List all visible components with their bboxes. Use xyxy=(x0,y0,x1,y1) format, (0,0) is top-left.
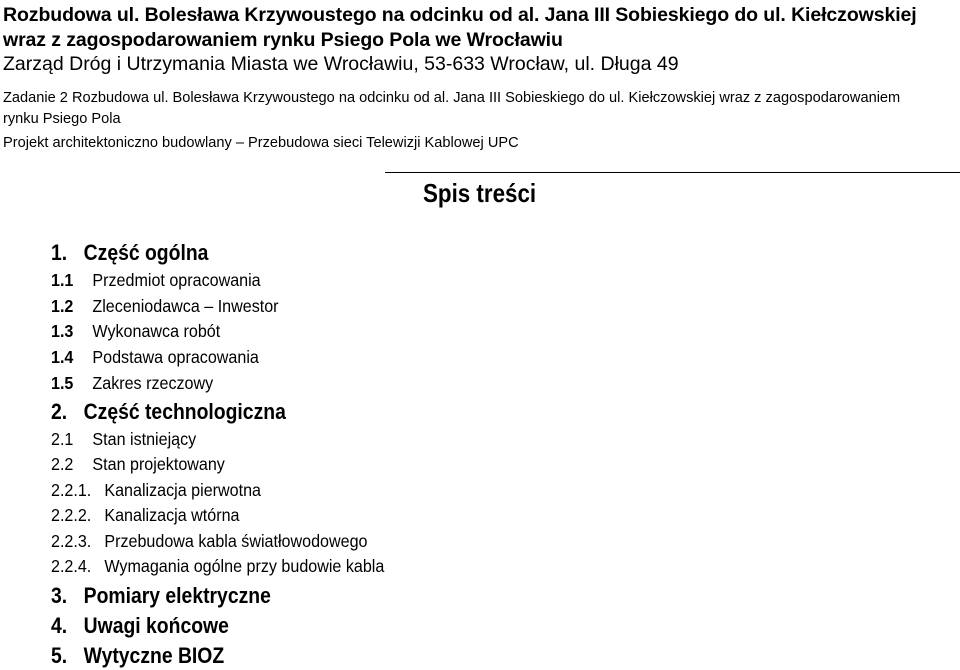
toc-item-label: Kanalizacja pierwotna xyxy=(104,480,261,500)
toc-item-label: Stan istniejący xyxy=(92,429,197,449)
toc-item-label: Wymagania ogólne przy budowie kabla xyxy=(104,556,385,576)
toc-item xyxy=(51,530,367,552)
toc-item-label: Kanalizacja wtórna xyxy=(104,505,240,525)
task-line-1: Zadanie 2 Rozbudowa ul. Bolesława Krzywoustego na odcinku od al. Jana III Sobieskiego do ul. Kiełczowskiej wraz z zagospodarowaniem xyxy=(3,90,901,106)
toc-item xyxy=(51,320,220,342)
toc-item xyxy=(51,612,229,640)
toc-item-label: Uwagi końcowe xyxy=(83,613,229,638)
toc-item xyxy=(51,453,225,475)
toc-item xyxy=(51,269,261,291)
toc-item-number: 2. xyxy=(51,399,68,424)
toc-item xyxy=(51,398,286,426)
toc-title: Spis treści xyxy=(423,178,537,208)
toc-item-label: Zakres rzeczowy xyxy=(92,373,214,393)
header-organization-line: Zarząd Dróg i Utrzymania Miasta we Wrocławiu, 53-633 Wrocław, ul. Długa 49 xyxy=(3,53,679,75)
toc-item-number: 2.2.4. xyxy=(51,556,92,576)
header-divider xyxy=(385,172,960,173)
toc-item-label: Wykonawca robót xyxy=(92,321,221,341)
toc-item-number: 2.2.2. xyxy=(51,505,92,525)
toc-item-label: Część ogólna xyxy=(83,240,209,265)
toc-item-number: 2.2.3. xyxy=(51,531,92,551)
toc-item-label: Podstawa opracowania xyxy=(92,347,259,367)
toc-item-number: 1.3 xyxy=(51,321,74,341)
toc-item-number: 2.1 xyxy=(51,429,74,449)
toc-item-number: 1.5 xyxy=(51,373,74,393)
toc-item-label: Przebudowa kabla światłowodowego xyxy=(104,531,368,551)
toc-item xyxy=(51,642,224,670)
toc-item xyxy=(51,428,196,450)
toc-item xyxy=(51,239,208,267)
toc-item xyxy=(51,346,259,368)
project-line: Projekt architektoniczno budowlany – Przebudowa sieci Telewizji Kablowej UPC xyxy=(3,135,519,151)
header-title-line-1: Rozbudowa ul. Bolesława Krzywoustego na odcinku od al. Jana III Sobieskiego do ul. Kiełczowskiej xyxy=(3,4,917,26)
toc-item-number: 2.2 xyxy=(51,454,74,474)
toc-item-label: Część technologiczna xyxy=(83,399,286,424)
toc-item-label: Pomiary elektryczne xyxy=(83,583,271,608)
task-line-2: rynku Psiego Pola xyxy=(3,111,121,127)
toc-item xyxy=(51,479,261,501)
toc-item-number: 2.2.1. xyxy=(51,480,92,500)
toc-item xyxy=(51,295,279,317)
toc-item-number: 1.4 xyxy=(51,347,74,367)
toc-item-number: 1.2 xyxy=(51,296,74,316)
header-title-line-2: wraz z zagospodarowaniem rynku Psiego Pola we Wrocławiu xyxy=(3,29,563,51)
toc-item-label: Zleceniodawca – Inwestor xyxy=(92,296,279,316)
toc-item xyxy=(51,582,271,610)
toc-item xyxy=(51,555,384,577)
toc-item-label: Stan projektowany xyxy=(92,454,225,474)
toc-item-label: Przedmiot opracowania xyxy=(92,270,261,290)
toc-item-number: 5. xyxy=(51,643,68,668)
toc-item xyxy=(51,372,213,394)
toc-item-number: 3. xyxy=(51,583,68,608)
toc-item-label: Wytyczne BIOZ xyxy=(83,643,225,668)
toc-item xyxy=(51,504,239,526)
toc-item-number: 1. xyxy=(51,240,68,265)
toc-item-number: 4. xyxy=(51,613,68,638)
toc-item-number: 1.1 xyxy=(51,270,74,290)
